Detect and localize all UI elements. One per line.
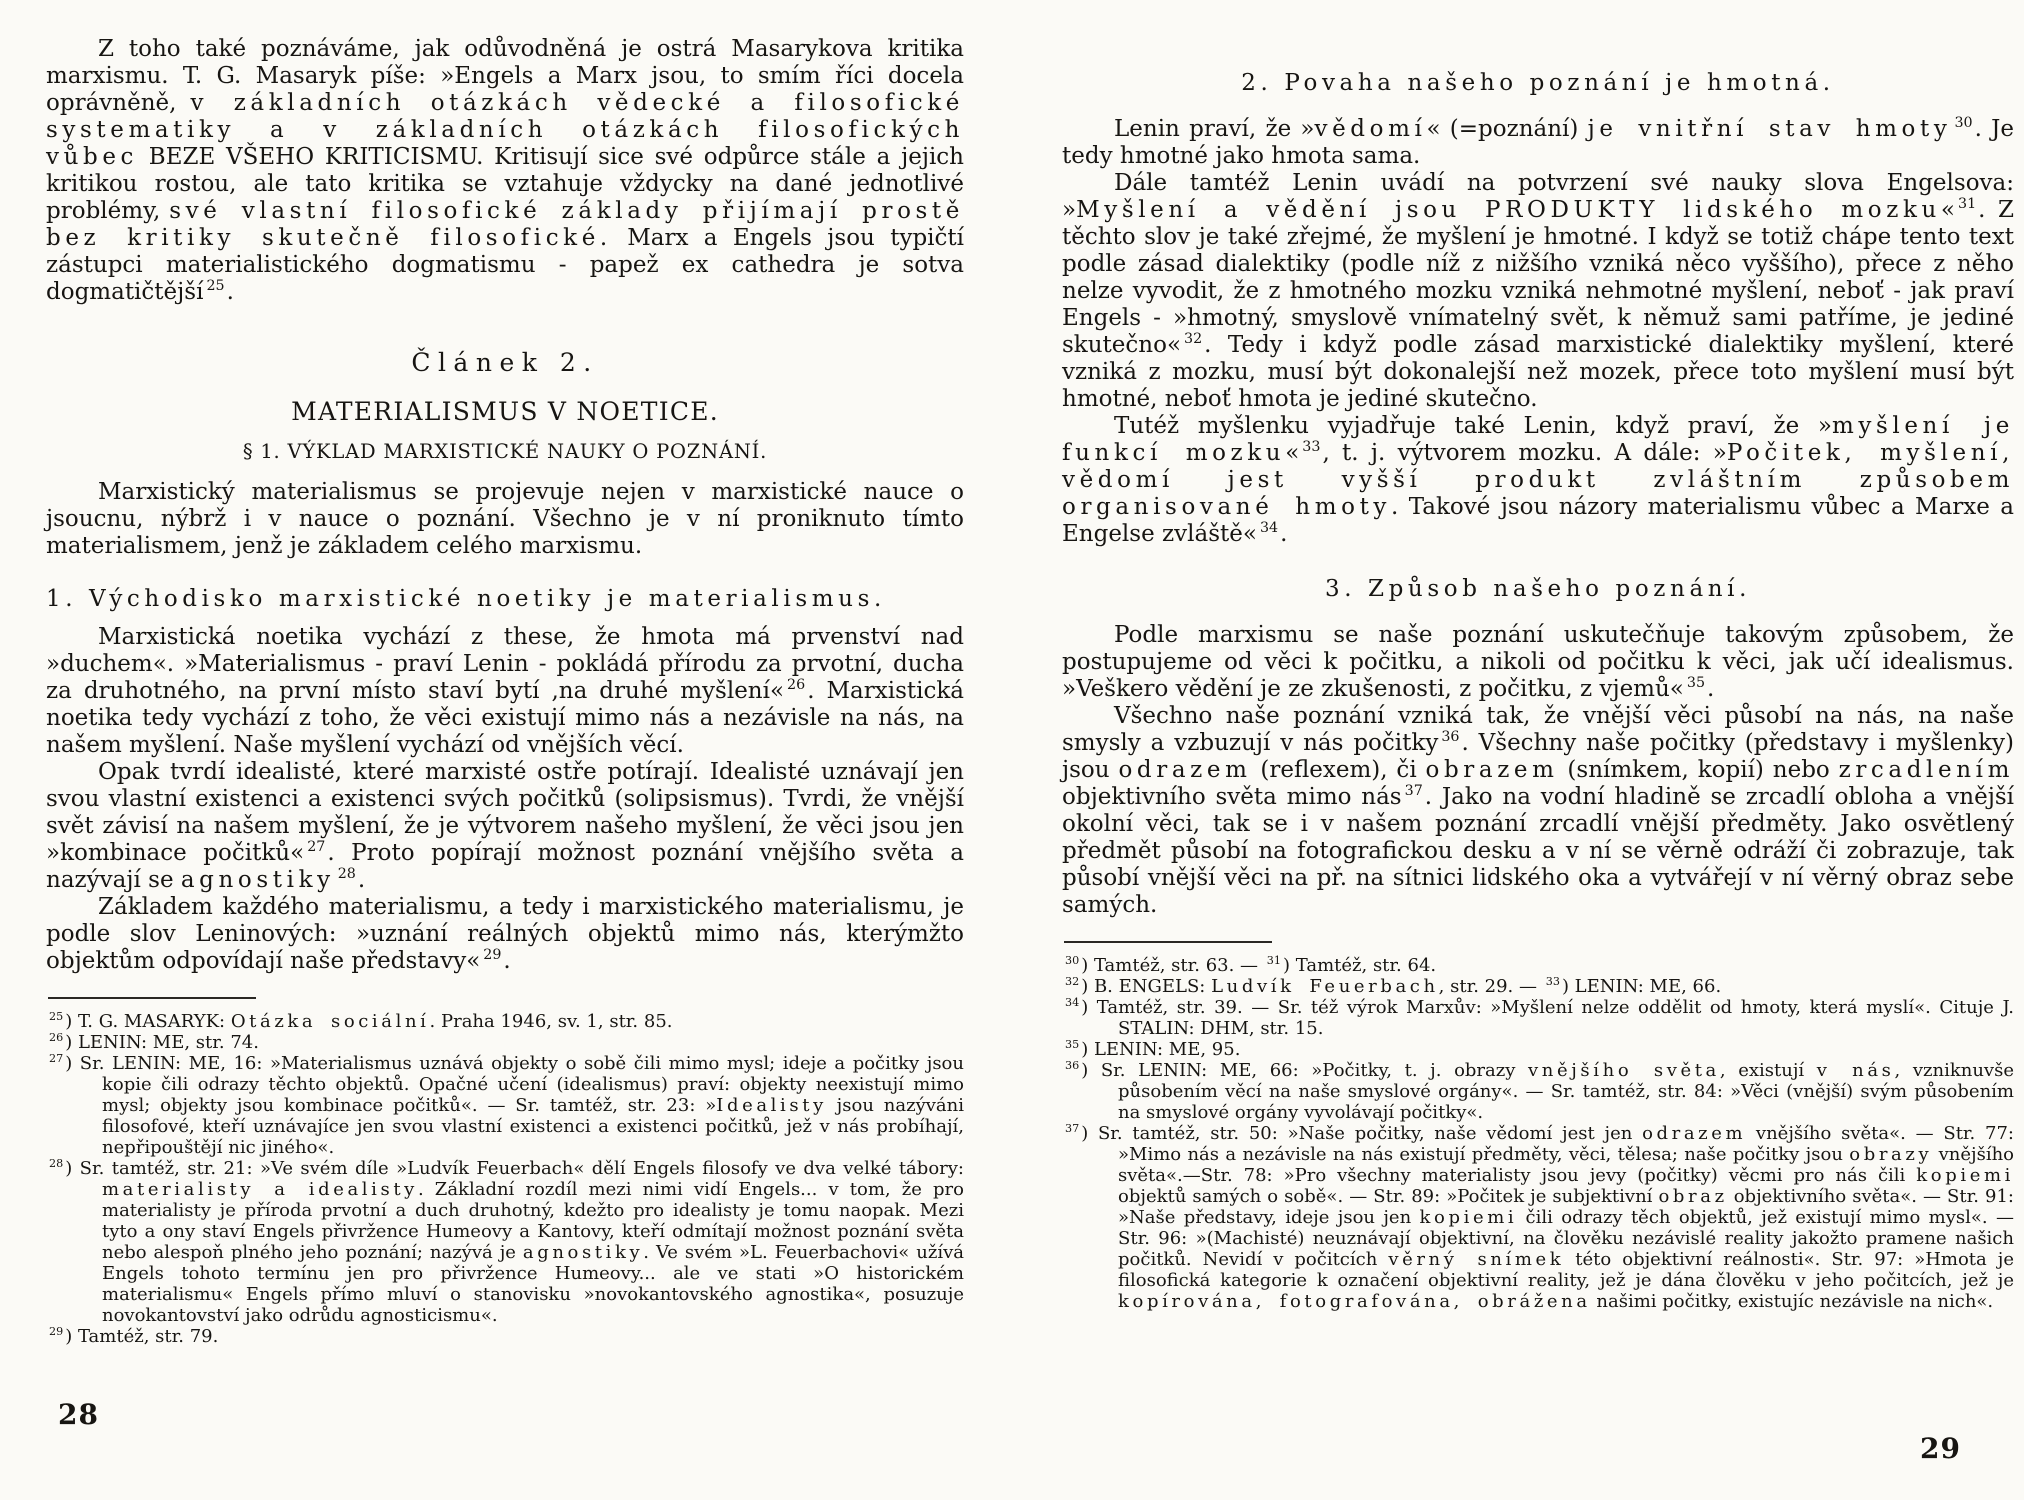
text-run: kopiemi [1916, 1165, 2014, 1186]
page-number-right: 29 [1920, 1432, 1961, 1465]
text-run: . Je tedy hmotné jako hmota sama. [1062, 116, 2014, 169]
text-run: obrazy [1849, 1144, 1933, 1165]
text-run: své vlastní filosofické základy přijímají prostě bez kritiky skutečně filosofické. [46, 198, 964, 251]
footnote-reference: 37 [1404, 783, 1423, 800]
text-run: § 1. VÝKLAD MARXISTICKÉ NAUKY O POZNÁNÍ. [242, 440, 768, 463]
text-run: odrazem [1642, 1123, 1747, 1144]
text-run: 3. Způsob našeho poznání. [1324, 576, 1752, 602]
text-run: Otázka sociální [230, 1011, 430, 1032]
text-run: Základem každého materialismu, a tedy i marxistického materialismu, je podle slov Leninových: »uznání reálných objektů mimo nás, kterýmžto objektům odpovídají naše představy« [46, 894, 964, 974]
footnote-reference: 32 [1065, 975, 1080, 988]
text-run: ) Tamtéž, str. 63. — [1081, 955, 1264, 976]
footnote-26 [46, 1032, 964, 1053]
paragraph-masaryk-kritika [46, 36, 964, 306]
text-run: ) T. G. MASARYK: [65, 1011, 231, 1032]
text-run: kopírována, fotografována, obrážena [1118, 1291, 1591, 1312]
text-run: , str. 29. — [1438, 976, 1543, 997]
footnote-reference: 36 [1441, 729, 1460, 746]
text-run: je vnitřní stav hmoty [1587, 116, 1952, 142]
text-run: Myšlení a vědění jsou PRODUKTY lidského mozku [1076, 197, 1941, 223]
text-run: materialisty a idealisty [102, 1179, 418, 1200]
page-number-left: 28 [58, 1398, 99, 1431]
text-run: , vzniknuvše působením věcí na naše smyslové orgány«. — Sr. tamtéž, str. 84: »Věci (vnější) svým působením na smyslové orgány vyvolávají počitky«. [1118, 1060, 2014, 1123]
text-run: . Všechny naše počitky (představy i myšlenky) jsou [1062, 730, 2014, 783]
paragraph-tutez-myslenku [1062, 413, 2014, 548]
text-run: Článek 2. [411, 348, 599, 377]
text-run: ) Tamtéž, str. 39. — Sr. též výrok Marxův: »Myšlení nelze oddělit od hmoty, která myslí«. Cituje J. STALIN: DHM, str. 15. [1081, 997, 2014, 1039]
footnote-36 [1062, 1060, 2014, 1123]
footnote-reference: 27 [307, 839, 326, 856]
text-run: (snímkem, kopií) nebo [1558, 757, 1839, 783]
paragraph-opak-idealiste [46, 759, 964, 894]
text-run: . Z těchto slov je také zřejmé, že myšlení je hmotné. I když se totiž chápe tento text podle zásad dialektiky (podle níž z nižšího vzniká něco vyššího), přece z něho nelze vyvodit, že z hmotného mozku vzniká nehmotné myšlení, neboť - jak praví Engels - »hmotný, smyslově vnímatelný svět, k němuž sami patříme, je jediné skutečno« [1062, 197, 2014, 358]
footnote-reference: 34 [1065, 996, 1080, 1009]
footnote-divider [48, 997, 256, 999]
text-run: čili odrazy těch objektů, jež existují mimo mysl«. — Str. 96: »(Machisté) neuznávají objektivní, na člověku nezávislé reality jakožto pramene našich počitků. Nevidí v počitcích [1118, 1207, 2014, 1270]
text-run: . [503, 948, 511, 974]
text-run: . Praha 1946, sv. 1, str. 85. [429, 1011, 673, 1032]
text-run: této objektivní reálnosti«. Str. 97: »Hmota je filosofická kategorie k označení objektivní reality, jež je dána člověku v jeho počitcích, jež je [1118, 1249, 2014, 1291]
text-run: Opak tvrdí idealisté, které marxisté ostře potírají. Idealisté uznávají jen svou vlastní existenci a existenci svých počitků (solipsismus). Tvrdi, že vnější svět závisí na našem myšlení, že je výtvorem našeho myšlení, že věci jsou jen »kombinace počitků« [46, 759, 964, 866]
footnote-reference: 26 [49, 1031, 64, 1044]
text-run: Tutéž myšlenku vyjadřuje také Lenin, když praví, že » [1114, 413, 1832, 439]
footnote-30-31 [1062, 955, 2014, 976]
text-run: odrazem [1118, 757, 1252, 783]
text-run: ) Tamtéž, str. 64. [1282, 955, 1437, 976]
footnote-reference: 28 [337, 866, 356, 883]
heading-materialismus-v-noetice [46, 397, 964, 426]
footnote-reference: 37 [1065, 1122, 1080, 1135]
footnote-reference: 29 [483, 947, 502, 964]
text-run: 2. Povaha našeho poznání je hmotná. [1241, 70, 1835, 96]
text-run: 1. Východisko marxistické noetiky je materialismus. [46, 586, 886, 612]
footnote-reference: 30 [1954, 115, 1973, 132]
text-run: agnostiky [522, 1242, 644, 1263]
text-run: ) Sr. LENIN: ME, 16: »Materialismus uznává objekty o sobě čili mimo mysl; ideje a počitky jsou kopie čili odrazy těchto objektů. Opačné učení (idealismus) praví: objekty neexistují mimo mysl; objekty jsou kombinace počitků«. — Sr. tamtéž, str. 23: » [65, 1053, 964, 1116]
footnote-35 [1062, 1039, 2014, 1060]
text-run: . Jako na vodní hladině se zrcadlí obloha a vnější okolní věci, tak se i v našem poznání zrcadlí vnější předměty. Jako osvětlený předmět působí na fotografickou desku a v ní se věrně odráží či zobrazuje, tak působí vnější věci na př. na sítnici lidského oka a vytvářejí v ní věrný obraz sebe samých. [1062, 784, 2014, 918]
text-run: ) LENIN: ME, str. 74. [65, 1032, 259, 1053]
text-run: Dále tamtéž Lenin uvádí na potvrzení své nauky slova Engelsova: » [1062, 170, 2014, 223]
text-run: objektivního světa mimo nás [1062, 784, 1402, 810]
footnote-reference: 29 [49, 1325, 64, 1338]
text-run: , t. j. výtvorem mozku. A dále: » [1322, 440, 1727, 466]
text-run: . [226, 279, 234, 305]
heading-clanek-2 [46, 348, 964, 377]
footnote-reference: 25 [206, 278, 225, 295]
paragraph-lenin-vedomi [1062, 116, 2014, 170]
text-run: Ludvík Feuerbach [1211, 976, 1439, 997]
text-run: myšlení je funkcí mozku [1062, 413, 2014, 466]
text-run: . Tedy i když podle zásad marxistické dialektiky myšlení, které vzniká z mozku, musí být dokonalejší než mozek, přece toto myšlení musí být hmotné, neboť hmota je jediné skutečno. [1062, 332, 2014, 412]
text-run: ) LENIN: ME, 95. [1081, 1039, 1241, 1060]
text-run: ) B. ENGELS: [1081, 976, 1212, 997]
text-run: vnějšího světa«. — Str. 77: »Mimo nás a nezávisle na nás existují předměty, věci, tělesa; naše počitky jsou [1118, 1123, 2014, 1165]
footnote-34 [1062, 997, 2014, 1039]
text-run: . Ve svém »L. Feuerbachovi« užívá Engels tohoto termínu jen pro přivržence Humeovy... ale ve stati »O historickém materialismu« Engels přímo mluví o stanovisku »novokantovského agnostika«, posuzuje novokantovství jako odrůdu agnosticismu«. [102, 1242, 965, 1326]
text-run: . Proto popírají možnost poznání vnějšího světa a nazývají se [46, 840, 965, 893]
text-run: zrcadlením [1838, 757, 2014, 783]
footnote-reference: 26 [787, 677, 806, 694]
footnote-reference: 28 [49, 1157, 64, 1170]
text-run: Lenin praví, že » [1114, 116, 1315, 142]
text-run: (reflexem), či [1251, 757, 1426, 783]
text-run: ) Sr. LENIN: ME, 66: »Počitky, t. j. obrazy [1081, 1060, 1529, 1081]
text-run: Marxistický materialismus se projevuje nejen v marxistické nauce o jsoucnu, nýbrž i v nauce o poznání. Všechno je v ní proniknuto tímto materialismem, jenž je základem celého marxismu. [46, 479, 964, 559]
footnote-28 [46, 1158, 964, 1326]
text-run: . [357, 867, 366, 893]
footnote-reference: 31 [1958, 196, 1977, 213]
paragraph-noetika-these [46, 624, 964, 759]
paragraph-marxisticky-materialismus [46, 479, 964, 560]
text-run: BEZE VŠEHO KRITICISMU. Kritisují sice své odpůrce stále a jejich kritikou rostou, ale tato kritika se vztahuje vždycky na dané jednotlivé problémy, [46, 144, 964, 224]
paragraph-zakladem-materialismu [46, 894, 964, 975]
text-run: ) LENIN: ME, 66. [1561, 976, 1722, 997]
text-run: « [1285, 440, 1300, 466]
footnote-reference: 33 [1545, 975, 1560, 988]
text-run: Marxistická noetika vychází z these, že hmota má prvenství nad »duchem«. »Materialismus - praví Lenin - pokládá přírodu za prvotní, ducha za druhotného, na první místo staví bytí ,na druhé myšlení« [46, 624, 964, 704]
paragraph-dale-tamtez [1062, 170, 2014, 413]
subheading-zpusob-poznani [1062, 576, 2014, 602]
footnote-reference: 34 [1259, 520, 1279, 537]
text-run: , existují [1719, 1060, 1817, 1081]
page-content [1062, 70, 2014, 1312]
text-run: . [1280, 521, 1288, 547]
text-run: ) Sr. tamtéž, str. 21: »Ve svém díle »Ludvík Feuerbach« dělí Engels filosofy ve dva velké tábory: [65, 1158, 964, 1179]
text-run: objektivního světa«. — Str. 91: »Naše představy, ideje jsou jen [1118, 1186, 2014, 1228]
paragraph-podle-marxismu [1062, 622, 2014, 703]
text-run: . [1707, 676, 1715, 702]
footnote-25 [46, 1011, 964, 1032]
text-run: obrazem [1425, 757, 1559, 783]
subheading-vychodisko [46, 586, 964, 612]
text-run: objektů samých o sobě«. — Str. 89: »Počitek je subjektivní [1118, 1186, 1659, 1207]
footnote-reference: 31 [1266, 954, 1281, 967]
text-run: vnějšího světa«.—Str. 78: »Pro všechny materialisty jsou jevy (počitky) věcmi pro nás čili [1118, 1144, 2015, 1186]
text-run: « (=poznání) [1426, 116, 1588, 142]
book-page-right [1062, 44, 2014, 1312]
text-run: našimi počitky, existujíc nezávisle na nich«. [1590, 1291, 1994, 1312]
page-content [46, 36, 964, 1347]
text-run: . Takové jsou názory materialismu vůbec a Marxe a Engelse zvláště« [1062, 494, 2014, 547]
footnote-reference: 25 [49, 1010, 64, 1023]
text-run: ) Sr. tamtéž, str. 50: »Naše počitky, naše vědomí jest jen [1081, 1123, 1643, 1144]
text-run: v základních otázkách vědecké a filosofické systematiky a v základních otázkách filosofických vůbec [46, 90, 964, 170]
footnote-reference: 32 [1184, 331, 1203, 348]
footnote-27 [46, 1053, 964, 1158]
footnote-32-33 [1062, 976, 2014, 997]
footnote-reference: 33 [1302, 439, 1321, 456]
paragraph-vsechno-poznani [1062, 703, 2014, 919]
text-run: Počitek, myšlení, vědomí jest vyšší produkt zvláštním způsobem organisované hmoty [1062, 440, 2015, 520]
text-run: kopiemi [1419, 1207, 1518, 1228]
footnote-reference: 35 [1686, 675, 1706, 692]
footnote-29 [46, 1326, 964, 1347]
text-run: Podle marxismu se naše poznání uskutečňuje takovým způsobem, že postupujeme od věci k počitku, a nikoli od počitku k věci, jak učí idealismus. »Veškero vědění je ze zkušenosti, z počitku, z vjemů« [1062, 622, 2014, 702]
text-run: Z toho také poznáváme, jak odůvodněná je ostrá Masarykova kritika marxismu. T. G. Masaryk píše: »Engels a Marx jsou, to smím říci docela oprávněně, [46, 36, 964, 116]
text-run: . Marxistická noetika tedy vychází z toho, že věci existují mimo nás a nezávisle na nás, na našem myšlení. Naše myšlení vychází od vnějších věcí. [46, 678, 965, 758]
text-run: ) Tamtéž, str. 79. [65, 1326, 219, 1347]
heading-vyklad-nauky [46, 440, 964, 463]
text-run: v nás [1816, 1060, 1895, 1081]
text-run: Všechno naše poznání vzniká tak, že vnější věci působí na nás, na naše smysly a vzbuzují v nás počitky [1062, 703, 2014, 756]
text-run: agnostiky [180, 867, 335, 893]
text-run: obraz [1658, 1186, 1728, 1207]
book-page-left [46, 36, 964, 1347]
text-run: vnějšího světa [1528, 1060, 1720, 1081]
text-run: věrný snímek [1388, 1249, 1565, 1270]
text-run: vědomí [1314, 116, 1427, 142]
subheading-povaha-poznani [1062, 70, 2014, 96]
footnote-reference: 36 [1065, 1059, 1080, 1072]
footnote-reference: 30 [1065, 954, 1080, 967]
footnote-divider [1064, 941, 1272, 943]
footnote-37 [1062, 1123, 2014, 1312]
text-run: . Základní rozdíl mezi nimi vidí Engels... v tom, že pro materialisty je příroda prvotní a duch druhotný, kdežto pro idealisty je tomu naopak. Mezi tyto a ony staví Engels přivržence Humeovy a Kantovy, kteří odmítají možnost poznání světa nebo alespoň plného jeho poznání; nazývá je [102, 1179, 964, 1263]
footnote-reference: 35 [1065, 1038, 1080, 1051]
text-run: Idealisty [716, 1095, 827, 1116]
text-run: jsou nazýváni filosofové, kteří uznávajíce jen svou vlastní existenci a existenci počitků, jež v nás probíhají, nepřipouštějí nic jiného«. [102, 1095, 964, 1158]
text-run: MATERIALISMUS V NOETICE. [291, 397, 719, 426]
text-run: Marx a Engels jsou typičtí zástupci materialistického dogmatismu - papež ex cathedra je sotva dogmatičtější [46, 225, 965, 305]
text-run: « [1940, 197, 1955, 223]
footnote-reference: 27 [49, 1052, 64, 1065]
